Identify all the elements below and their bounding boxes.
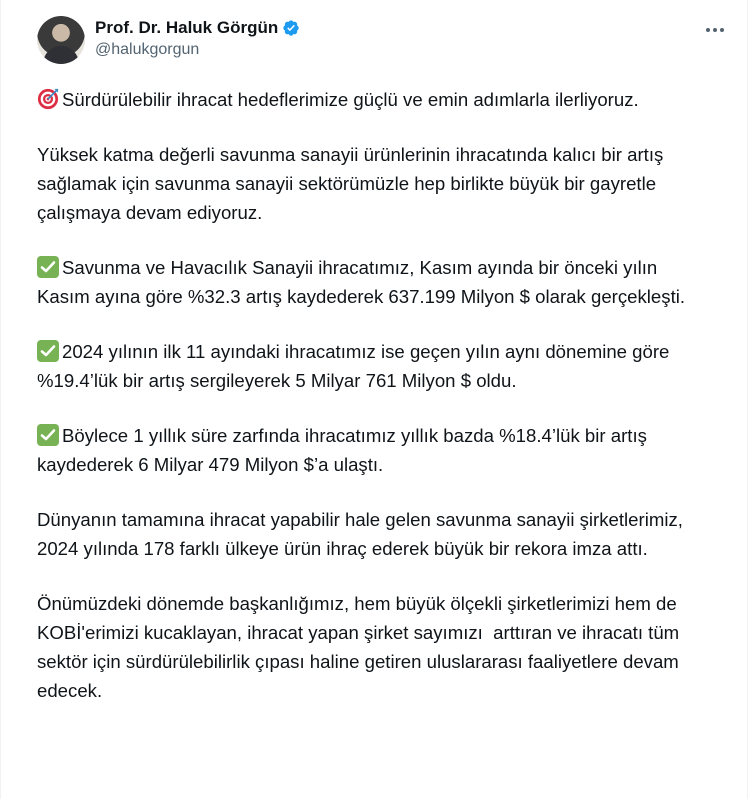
author-info xyxy=(95,18,300,59)
paragraph-text: Yüksek katma değerli savunma sanayii ürünlerinin ihracatında kalıcı bir artış sağlamak için savunma sanayii sektörümüzle hep birlikte büyük bir gayretle çalışmaya devam ediyoruz. xyxy=(37,144,669,223)
target-emoji-icon xyxy=(37,88,59,110)
tweet-header xyxy=(37,14,727,70)
tweet-paragraph xyxy=(37,589,709,705)
check-mark-icon xyxy=(37,424,59,446)
check-mark-icon xyxy=(37,256,59,278)
tweet-paragraph xyxy=(37,337,709,395)
display-name[interactable]: Prof. Dr. Haluk Görgün xyxy=(95,18,279,37)
tweet-text xyxy=(37,85,709,731)
verified-badge-icon xyxy=(282,19,300,37)
avatar-figure xyxy=(43,46,79,64)
paragraph-text: Sürdürülebilir ihracat hedeflerimize güçlü ve emin adımlarla ilerliyoruz. xyxy=(62,89,639,110)
tweet-paragraph xyxy=(37,85,709,114)
paragraph-text: Böylece 1 yıllık süre zarfında ihracatımız yıllık bazda %18.4’lük bir artış kaydederek 6 Milyar 479 Milyon $’a ulaştı. xyxy=(37,425,653,475)
avatar[interactable] xyxy=(37,16,85,64)
paragraph-text: Dünyanın tamamına ihracat yapabilir hale gelen savunma sanayii şirketlerimiz, 2024 yılında 178 farklı ülkeye ürün ihraç ederek büyük bir rekora imza attı. xyxy=(37,509,689,559)
check-mark-icon xyxy=(37,340,59,362)
paragraph-text: Önümüzdeki dönemde başkanlığımız, hem büyük ölçekli şirketlerimizi hem de KOBİ'erimizi kucaklayan, ihracat yapan şirket sayımızı arttıran ve ihracatı tüm sektör için sürdürülebilirlik çıpası haline getiren uluslararası faaliyetlere devam edecek. xyxy=(37,593,685,701)
tweet-paragraph xyxy=(37,505,709,563)
paragraph-text: 2024 yılının ilk 11 ayındaki ihracatımız ise geçen yılın aynı dönemine göre %19.4’lük bir artış sergileyerek 5 Milyar 761 Milyon $ oldu. xyxy=(37,341,675,391)
display-name-row xyxy=(95,18,300,38)
tweet-paragraph xyxy=(37,253,709,311)
tweet-paragraph xyxy=(37,140,709,227)
more-options-icon[interactable] xyxy=(703,20,727,40)
tweet-paragraph xyxy=(37,421,709,479)
handle[interactable]: @halukgorgun xyxy=(95,41,200,58)
paragraph-text: Savunma ve Havacılık Sanayii ihracatımız, Kasım ayında bir önceki yılın Kasım ayına göre %32.3 artış kaydederek 637.199 Milyon $ olarak gerçekleşti. xyxy=(37,257,686,307)
